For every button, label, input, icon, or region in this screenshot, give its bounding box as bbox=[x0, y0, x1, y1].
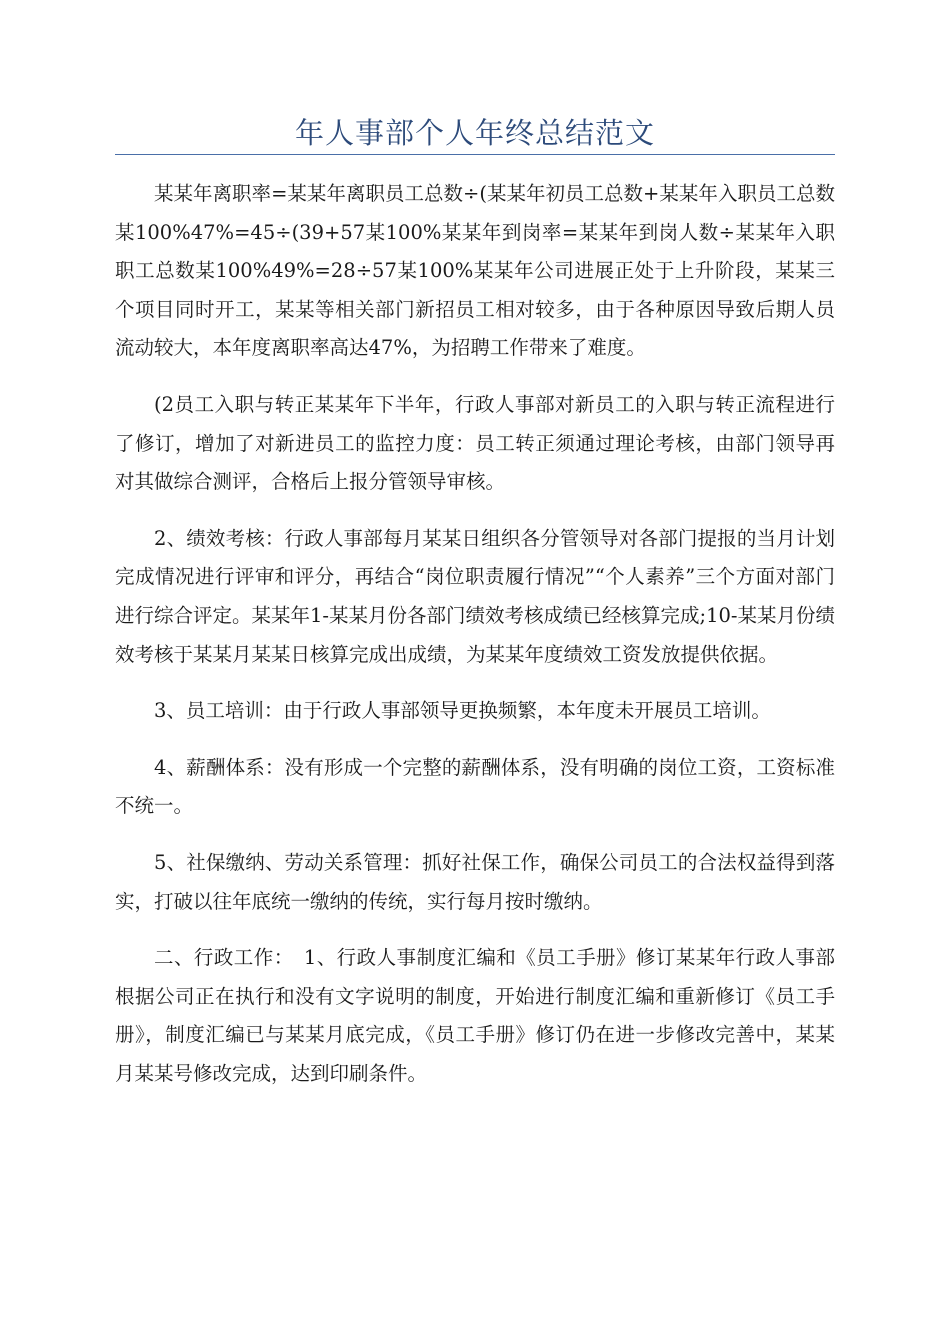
paragraph-social-security: 5、社保缴纳、劳动关系管理：抓好社保工作，确保公司员工的合法权益得到落实，打破以往年底统一缴纳的传统，实行每月按时缴纳。 bbox=[115, 850, 835, 913]
paragraph-turnover-rate: 某某年离职率=某某年离职员工总数÷(某某年初员工总数+某某年入职员工总数某100%47%=45÷(39+57某100%某某年到岗率=某某年到岗人数÷某某年入职职工总数某100%49%=28÷57某100%某某年公司进展正处于上升阶段，某某三个项目同时开工，某某等相关部门新招员工相对较多，由于各种原因导致后期人员流动较大，本年度离职率高达47%，为招聘工作带来了难度。 bbox=[115, 182, 835, 360]
title-underline bbox=[115, 154, 835, 155]
document-body bbox=[115, 175, 835, 1093]
paragraph-onboarding: (2员工入职与转正某某年下半年，行政人事部对新员工的入职与转正流程进行了修订，增加了对新进员工的监控力度：员工转正须通过理论考核，由部门领导再对其做综合测评，合格后上报分管领导审核。 bbox=[115, 392, 835, 494]
paragraph-training: 3、员工培训：由于行政人事部领导更换频繁，本年度未开展员工培训。 bbox=[154, 699, 771, 723]
paragraph-salary: 4、薪酬体系：没有形成一个完整的薪酬体系，没有明确的岗位工资，工资标准不统一。 bbox=[115, 755, 835, 818]
document-page bbox=[115, 0, 835, 1111]
paragraph-performance: 2、绩效考核：行政人事部每月某某日组织各分管领导对各部门提报的当月计划完成情况进行评审和评分，再结合“岗位职责履行情况”“个人素养”三个方面对部门进行综合评定。某某年1-某某月份各部门绩效考核成绩已经核算完成;10-某某月份绩效考核于某某月某某日核算完成出成绩，为某某年度绩效工资发放提供依据。 bbox=[115, 526, 835, 666]
document-title: 年人事部个人年终总结范文 bbox=[294, 116, 655, 150]
paragraph-admin-work: 二、行政工作： 1、行政人事制度汇编和《员工手册》修订某某年行政人事部根据公司正在执行和没有文字说明的制度，开始进行制度汇编和重新修订《员工手册》，制度汇编已与某某月底完成，《员工手册》修订仍在进一步修改完善中，某某月某某号修改完成，达到印刷条件。 bbox=[115, 946, 835, 1085]
